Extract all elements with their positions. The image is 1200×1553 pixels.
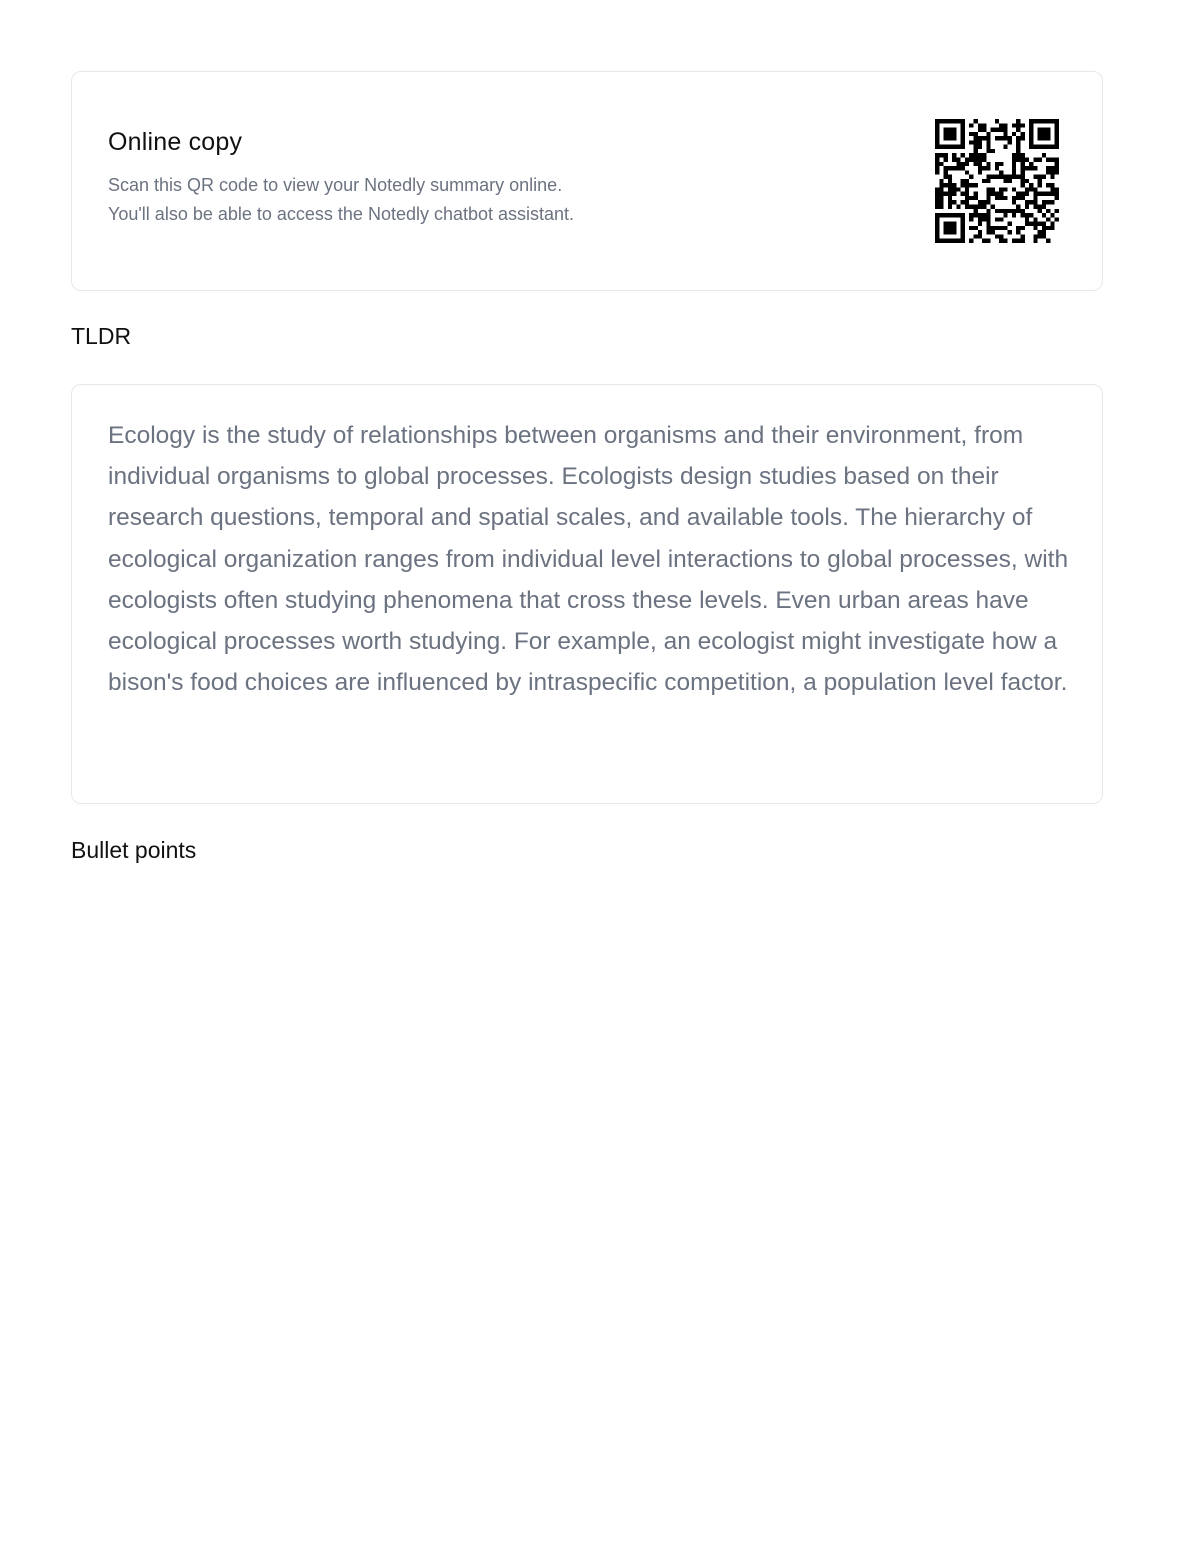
tldr-card xyxy=(71,384,1103,804)
tldr-text: Ecology is the study of relationships between organisms and their environment, from individual organisms to global processes. Ecologists design studies based on their research questions, temporal and spatial scales, and available tools. The hierarchy of ecological organization ranges from individual level interactions to global processes, with ecologists often studying phenomena that cross these levels. Even urban areas have ecological processes worth studying. For example, an ecologist might investigate how a bison's food choices are influenced by intraspecific competition, a population level factor. xyxy=(108,422,1069,697)
bullet-points-heading: Bullet points xyxy=(71,837,197,863)
online-copy-card xyxy=(71,71,1103,291)
online-copy-title: Online copy xyxy=(108,128,243,156)
tldr-heading: TLDR xyxy=(71,323,132,349)
online-copy-description-line2: You'll also be able to access the Notedly chatbot assistant. xyxy=(108,204,575,224)
online-copy-description-line1: Scan this QR code to view your Notedly summary online. xyxy=(108,175,563,195)
qr-code-icon[interactable] xyxy=(935,119,1059,243)
